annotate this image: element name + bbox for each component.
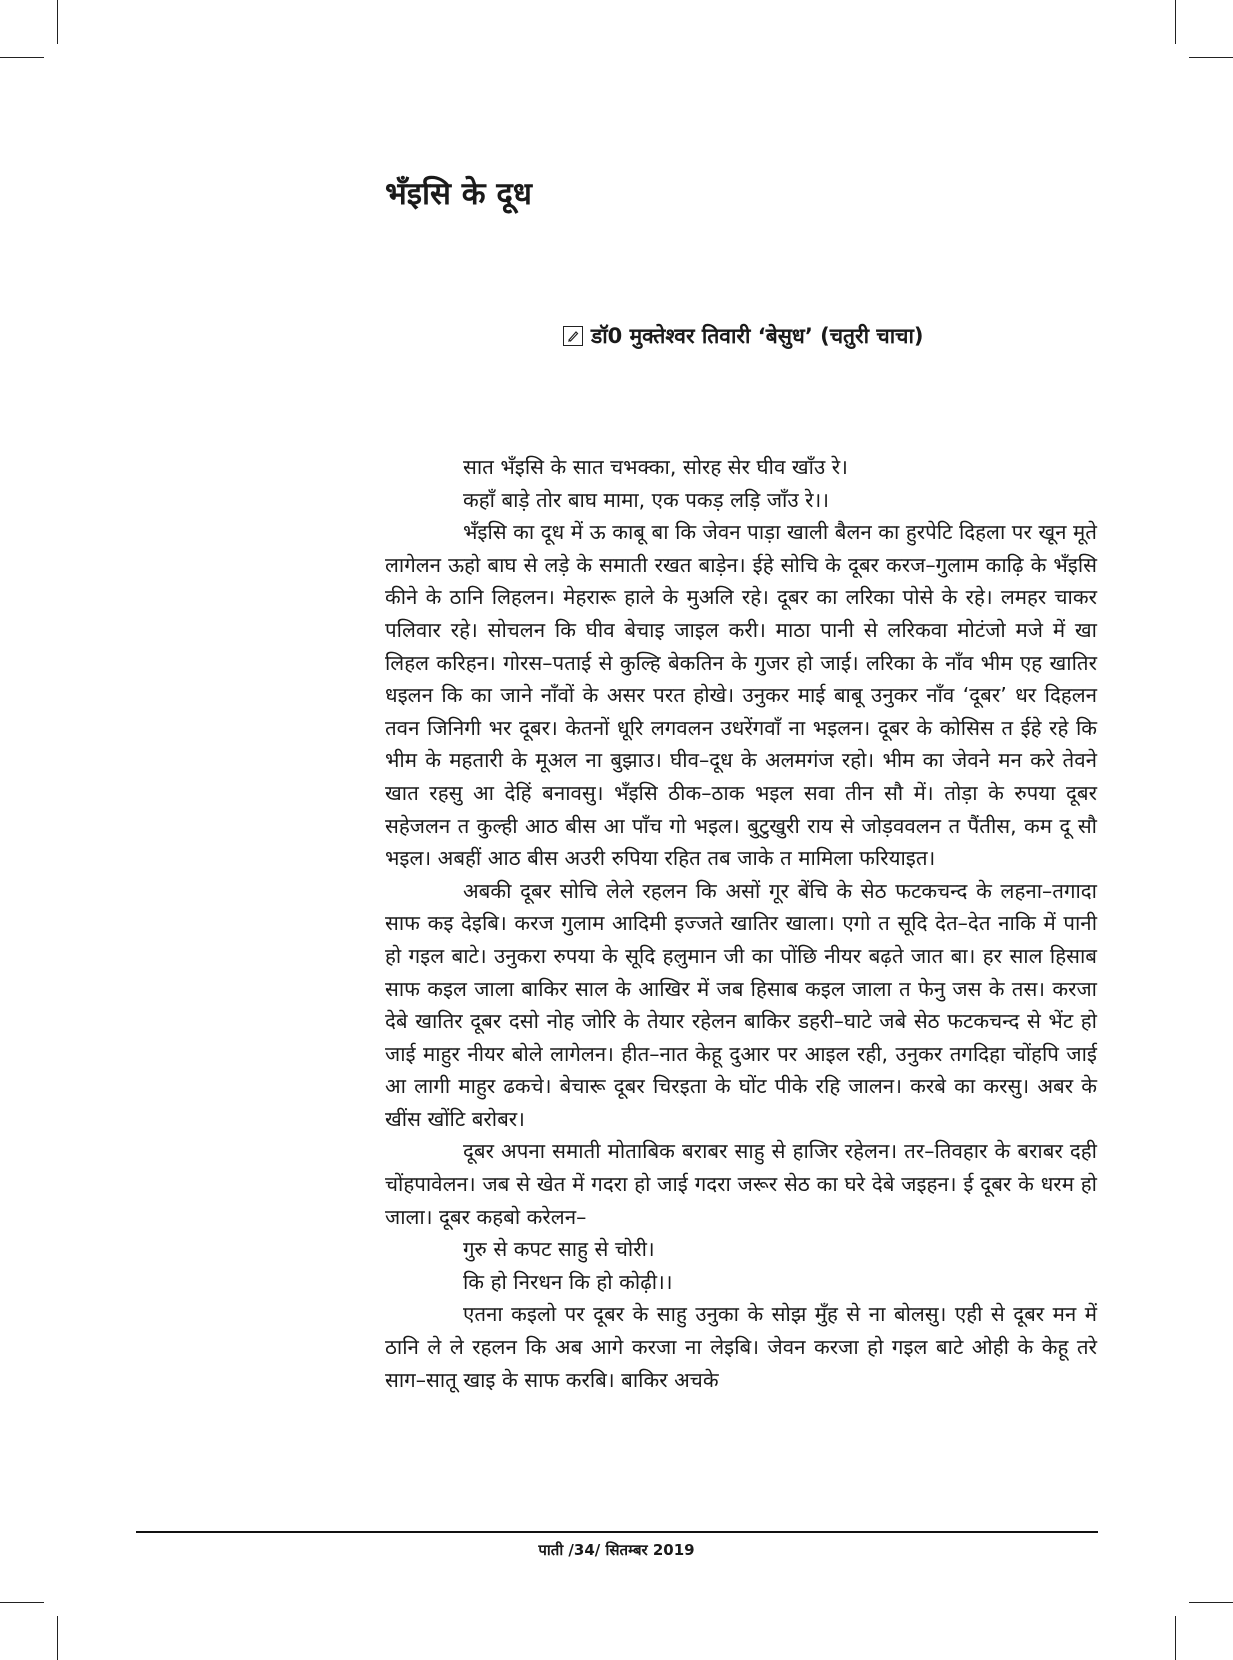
crop-mark <box>0 57 44 58</box>
crop-mark <box>1189 1602 1233 1603</box>
paragraph: एतना कइलो पर दूबर के साहु उनुका के सोझ मुँह से ना बोलसु। एही से दूबर मन में ठानि ले ले रहलन कि अब आगे करजा ना लेइबि। जेवन करजा हो गइल बाटे ओही के केहू तरे साग–सातू खाइ के साफ करबि। बाकिर अचके <box>385 1302 1097 1392</box>
verse-line: कि हो निरधन कि हो कोढ़ी।। <box>463 1269 673 1294</box>
paragraph: भँइसि का दूध में ऊ काबू बा कि जेवन पाड़ा खाली बैलन का हुरपेटि दिहला पर खून मूते लागेलन ऊहो बाघ से लड़े के समाती रखत बाड़ेन। ईहे सोचि के दूबर करज–गुलाम काढ़ि के भँइसि कीने के ठानि लिहलन। मेहरारू हाले के मुअलि रहे। दूबर का लरिका पोसे के रहे। लमहर चाकर पलिवार रहे। सोचलन कि घीव बेचाइ जाइल करी। माठा पानी से लरिकवा मोटंजो मजे में खा लिहल करिहन। गोरस–पताई से कुल्हि बेकतिन के गुजर हो जाई। लरिका के नाँव भीम एह खातिर धइलन कि का जाने नाँवों के असर परत होखे। उनुकर माई बाबू उनुकर नाँव ‘दूबर’ धर दिहलन तवन जिनिगी भर दूबर। केतनों धूरि लगवलन उधरेंगवाँ ना भइलन। दूबर के कोसिस त ईहे रहे कि भीम के महतारी के मूअल ना बुझाउ। घीव–दूध के अलमगंज रहो। भीम का जेवने मन करे तेवने खात रहसु आ देहिं बनावसु। भँइसि ठीक–ठाक भइल सवा तीन सौ में। तोड़ा के रुपया दूबर सहेजलन त कुल्ही आठ बीस आ पाँच गो भइल। बुटुखुरी राय से जोड़ववलन त पैंतीस, कम दू सौ भइल। अबहीं आठ बीस अउरी रुपिया रहित तब जाके त मामिला फरियाइत। <box>385 520 1097 871</box>
pen-icon <box>563 326 583 346</box>
page-footer: पाती /34/ सितम्बर 2019 <box>538 1541 695 1559</box>
crop-mark <box>1175 1616 1176 1660</box>
author-name: डॉ0 मुक्तेश्वर तिवारी ‘बेसुध’ (चतुरी चाचा) <box>591 324 924 348</box>
verse-line: कहाँ बाड़े तोर बाघ मामा, एक पकड़ लड़ि जाँउ रे।। <box>463 487 830 512</box>
paragraph: अबकी दूबर सोचि लेले रहलन कि असों गूर बेंचि के सेठ फटकचन्द के लहना–तगादा साफ कइ देइबि। करज गुलाम आदिमी इज्जते खातिर खाला। एगो त सूदि देत–देत नाकि में पानी हो गइल बाटे। उनुकरा रुपया के सूदि हलुमान जी का पोंछि नीयर बढ़ते जात बा। हर साल हिसाब साफ कइल जाला बाकिर साल के आखिर में जब हिसाब कइल जाला त फेनु जस के तस। करजा देबे खातिर दूबर दसो नोह जोरि के तेयार रहेलन बाकिर डहरी–घाटे जबे सेठ फटकचन्द से भेंट हो जाई माहुर नीयर बोले लागेलन। हीत–नात केहू दुआर पर आइल रही, उनुकर तगदिहा चोंहपि जाई आ लागी माहुर ढकचे। बेचारू दूबर चिरइता के घोंट पीके रहि जालन। करबे का करसु। अबर के खींस खोंटि बरोबर। <box>385 878 1097 1131</box>
crop-mark <box>0 1602 44 1603</box>
crop-mark <box>1189 57 1233 58</box>
article-body <box>385 451 1097 1396</box>
paragraph: दूबर अपना समाती मोताबिक बराबर साहु से हाजिर रहेलन। तर–तिवहार के बराबर दही चोंहपावेलन। जब से खेत में गदरा हो जाई गदरा जरूर सेठ का घरे देबे जइहन। ई दूबर के धरम हो जाला। दूबर कहबो करेलन– <box>385 1139 1097 1229</box>
footer-divider <box>136 1531 1098 1533</box>
byline <box>563 322 924 350</box>
crop-mark <box>57 1616 58 1660</box>
page-title: भँइसि के दूध <box>385 176 532 212</box>
crop-mark <box>57 0 58 44</box>
crop-mark <box>1175 0 1176 44</box>
verse-line: गुरु से कपट साहु से चोरी। <box>463 1237 655 1262</box>
verse-line: सात भँइसि के सात चभक्का, सोरह सेर घीव खाँउ रे। <box>463 455 848 479</box>
